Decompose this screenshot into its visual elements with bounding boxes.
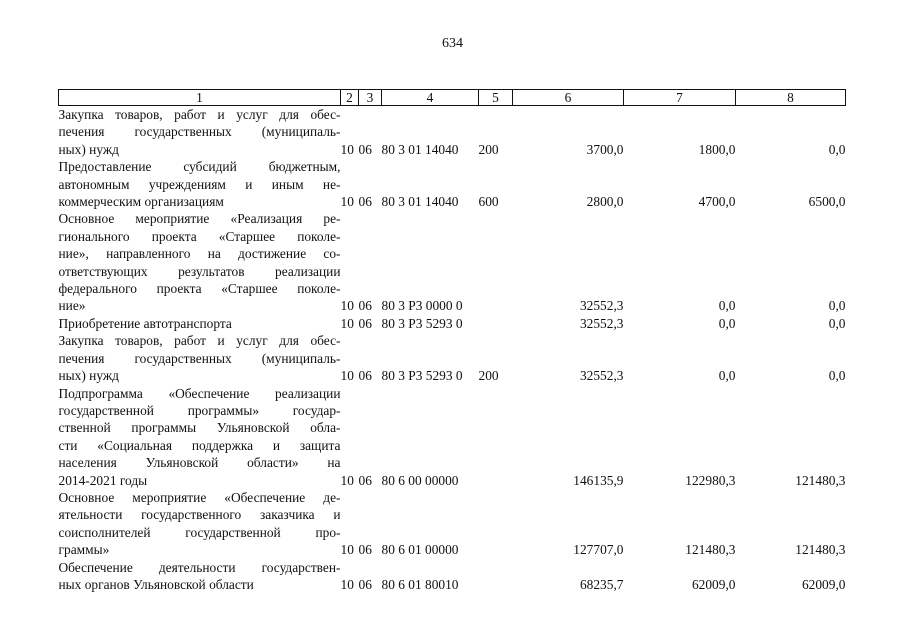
table-row [59,385,846,489]
column-header-7: 7 [624,90,736,106]
row-value-col8: 0,0 [828,315,846,331]
table-body [59,106,846,594]
row-name-line: Закупка товаров, работ и услуг для обес- [58,333,341,349]
row-subsection-code: 06 [358,368,372,384]
row-name-line: государственной программы» государ- [58,402,341,418]
row-target-article-code: 80 3 P3 5293 0 [381,368,463,384]
row-name [59,106,341,159]
row-target-article-code: 80 3 P3 5293 0 [381,315,463,331]
table-row [59,559,846,594]
row-section-code: 10 [340,298,354,314]
row-expense-type-code [479,559,513,594]
row-name-line: ятельности государственного заказчика и [58,507,341,523]
row-value-col6: 32552,3 [579,315,624,331]
row-expense-type-code: 600 [478,194,499,210]
row-section-code: 10 [340,141,354,157]
table-row [59,315,846,332]
row-target-article-code: 80 6 01 80010 [381,576,459,592]
row-name [59,332,341,384]
row-name-line: Предоставление субсидий бюджетным, [58,159,341,175]
row-value-col8: 6500,0 [808,194,846,210]
row-value-col8: 0,0 [828,141,846,157]
row-name-line: автономным учреждениям и иным не- [58,176,341,192]
row-name-line: Закупка товаров, работ и услуг для обес- [58,107,341,122]
row-expense-type-code: 200 [478,141,499,157]
row-value-col8: 121480,3 [795,472,846,488]
row-subsection-code: 06 [358,315,372,331]
row-name-line: Подпрограмма «Обеспечение реализации [58,385,341,401]
column-number-row [59,90,846,106]
table-row [59,489,846,559]
column-header-6: 6 [513,90,624,106]
row-value-col8: 62009,0 [801,576,846,592]
row-section-code: 10 [340,194,354,210]
row-value-col7: 122980,3 [685,472,736,488]
row-name-line: ответствующих результатов реализации [58,263,341,279]
row-name-line: Основное мероприятие «Реализация ре- [58,211,341,227]
row-value-col6: 3700,0 [586,141,624,157]
row-expense-type-code [479,489,513,559]
column-header-8: 8 [736,90,846,106]
row-value-col8: 0,0 [828,298,846,314]
row-value-col8: 121480,3 [795,542,846,558]
row-section-code: 10 [340,368,354,384]
row-name-line: граммы» [58,542,110,558]
row-value-col6: 32552,3 [579,298,624,314]
row-section-code: 10 [340,472,354,488]
row-subsection-code: 06 [358,576,372,592]
row-section-code: 10 [340,576,354,592]
row-name-line: Приобретение автотранспорта [58,315,232,331]
table-row [59,106,846,159]
row-expense-type-code: 200 [478,368,499,384]
row-expense-type-code [479,315,513,332]
budget-table [58,89,846,593]
row-value-col7: 4700,0 [698,194,736,210]
row-name [59,158,341,210]
row-name-line: гионального проекта «Старшее поколе- [58,228,341,244]
column-header-5: 5 [479,90,513,106]
row-subsection-code: 06 [358,298,372,314]
row-name [59,489,341,559]
row-name-line: населения Ульяновской области» на [58,455,341,471]
table-row [59,210,846,314]
row-section-code: 10 [340,542,354,558]
table-row [59,332,846,384]
row-target-article-code: 80 6 01 00000 [381,542,459,558]
column-header-1: 1 [59,90,341,106]
column-header-2: 2 [341,90,359,106]
table-row [59,158,846,210]
row-name-line: коммерческим организациям [58,194,224,210]
row-target-article-code: 80 3 P3 0000 0 [381,298,463,314]
row-target-article-code: 80 6 00 00000 [381,472,459,488]
table-header [59,90,846,106]
row-name-line: 2014-2021 годы [58,472,148,488]
row-value-col7: 62009,0 [691,576,736,592]
row-expense-type-code [479,385,513,489]
row-value-col6: 146135,9 [573,472,624,488]
row-name-line: печения государственных (муниципаль- [58,350,341,366]
row-value-col8: 0,0 [828,368,846,384]
row-name-line: ние» [58,298,86,314]
row-subsection-code: 06 [358,472,372,488]
row-name-line: ных) нужд [58,368,119,384]
row-subsection-code: 06 [358,194,372,210]
row-value-col6: 32552,3 [579,368,624,384]
row-name [59,385,341,489]
row-name-line: Обеспечение деятельности государствен- [58,559,341,575]
row-value-col7: 0,0 [718,298,736,314]
row-name [59,315,341,332]
row-value-col7: 0,0 [718,368,736,384]
row-section-code: 10 [340,315,354,331]
row-subsection-code: 06 [358,542,372,558]
column-header-3: 3 [359,90,382,106]
row-name-line: печения государственных (муниципаль- [58,124,341,140]
row-name [59,559,341,594]
row-value-col6: 68235,7 [579,576,624,592]
row-target-article-code: 80 3 01 14040 [381,194,459,210]
row-expense-type-code [479,210,513,314]
row-name-line: Основное мероприятие «Обеспечение де- [58,489,341,505]
row-name [59,210,341,314]
row-name-line: федерального проекта «Старшее поколе- [58,281,341,297]
row-value-col6: 2800,0 [586,194,624,210]
row-subsection-code: 06 [358,141,372,157]
row-value-col6: 127707,0 [573,542,624,558]
row-name-line: ственной программы Ульяновской обла- [58,420,341,436]
row-name-line: ных органов Ульяновской области [58,576,254,592]
row-name-line: ных) нужд [58,141,119,157]
row-value-col7: 0,0 [718,315,736,331]
row-value-col7: 121480,3 [685,542,736,558]
column-header-4: 4 [382,90,479,106]
page-number: 634 [442,36,463,51]
row-name-line: соисполнителей государственной про- [58,524,341,540]
row-name-line: сти «Социальная поддержка и защита [58,437,341,453]
row-target-article-code: 80 3 01 14040 [381,141,459,157]
row-name-line: ние», направленного на достижение со- [58,246,341,262]
row-value-col7: 1800,0 [698,141,736,157]
